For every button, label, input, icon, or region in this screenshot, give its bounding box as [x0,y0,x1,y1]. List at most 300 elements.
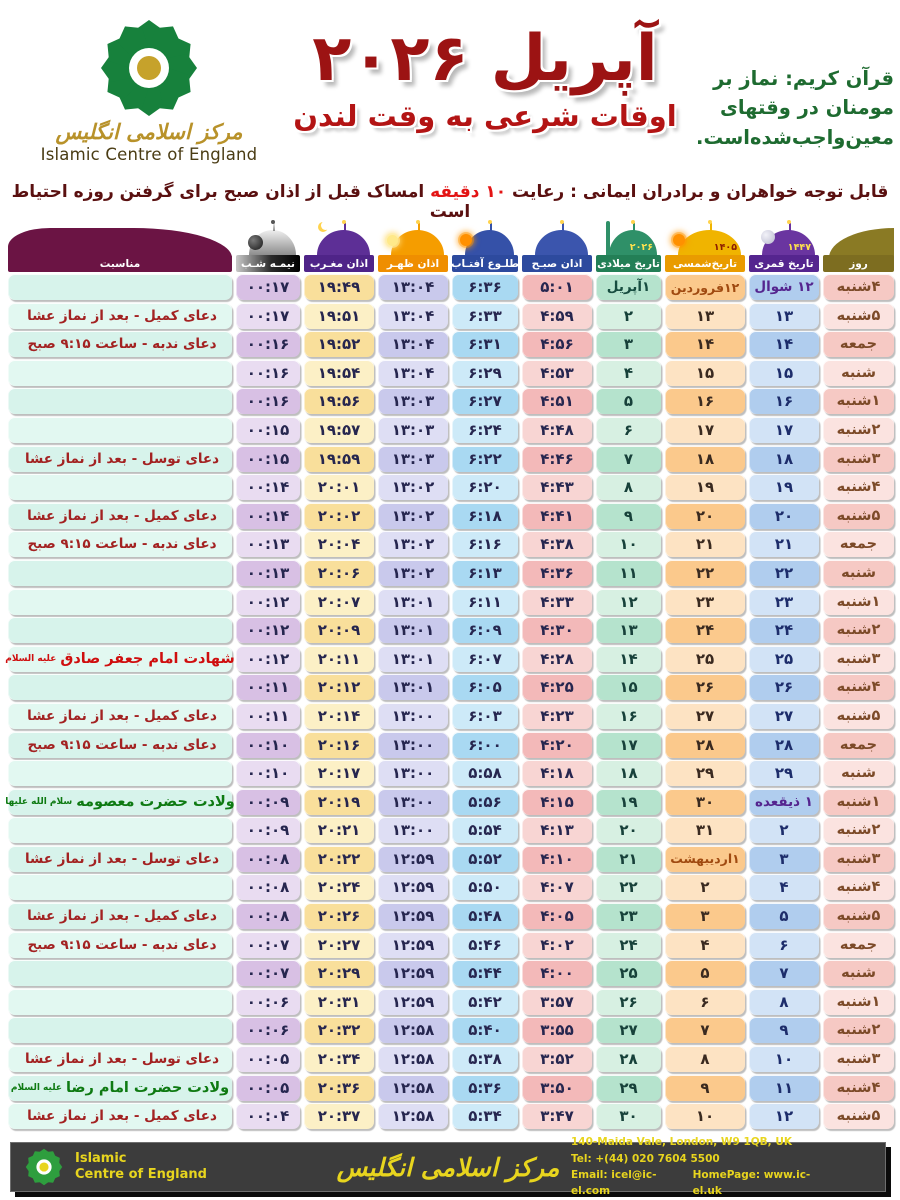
weekday-cell: شنبه [823,960,894,986]
occasion-text: شهادت امام جعفر صادق [60,650,235,667]
solar-date-cell: ۷ [665,1017,745,1043]
dhuhr-azan-cell: ۱۳:۰۳ [378,417,448,443]
header-solar-label: تاریخ‌شمسی [672,257,738,270]
solar-date-cell: ۲۵ [665,646,745,672]
moon-icon [761,230,775,244]
fajr-azan-cell: ۴:۰۲ [522,932,592,958]
lunar-date-cell: ۲۸ [749,732,819,758]
midnight-time-cell: ۰۰:۱۳ [236,531,300,557]
fajr-azan-cell: ۴:۳۶ [522,560,592,586]
solar-date-cell: ۲۲ [665,560,745,586]
fasting-notice [0,182,900,222]
occasion-cell [8,417,232,443]
dhuhr-azan-cell: ۱۳:۰۴ [378,303,448,329]
solar-date-cell: ۱۶ [665,388,745,414]
maghrib-azan-cell: ۲۰:۰۶ [304,560,374,586]
solar-date-cell: ۵ [665,960,745,986]
fajr-azan-cell: ۳:۵۷ [522,989,592,1015]
maghrib-azan-cell: ۱۹:۵۹ [304,446,374,472]
maghrib-azan-cell: ۲۰:۰۹ [304,617,374,643]
midnight-time-cell: ۰۰:۰۷ [236,932,300,958]
gregorian-date-cell: ۵ [596,388,661,414]
occasion-text: دعای ندبه - ساعت ۹:۱۵ صبح [27,936,217,953]
dhuhr-azan-cell: ۱۲:۵۸ [378,1017,448,1043]
dhuhr-azan-cell: ۱۳:۰۱ [378,646,448,672]
sunrise-time-cell: ۶:۱۱ [452,589,518,615]
fajr-azan-cell: ۳:۵۵ [522,1017,592,1043]
lunar-date-cell: ۱۸ [749,446,819,472]
occasion-cell [8,674,232,700]
fajr-azan-cell: ۴:۴۳ [522,474,592,500]
occasion-cell [8,274,232,300]
footer-bar [10,1136,886,1198]
midnight-time-cell: ۰۰:۰۷ [236,960,300,986]
dhuhr-azan-cell: ۱۲:۵۹ [378,846,448,872]
fajr-azan-cell: ۴:۵۶ [522,331,592,357]
header-weekday [823,226,894,272]
fajr-azan-cell: ۴:۲۸ [522,646,592,672]
maghrib-azan-cell: ۲۰:۱۹ [304,789,374,815]
header-weekday-label: روز [849,257,868,270]
weekday-cell: ۳شنبه [823,1046,894,1072]
sunrise-time-cell: ۵:۵۴ [452,817,518,843]
gregorian-date-cell: ۲۸ [596,1046,661,1072]
weekday-cell: ۳شنبه [823,846,894,872]
maghrib-azan-cell: ۱۹:۴۹ [304,274,374,300]
header-gregorian-date [596,226,661,272]
sunrise-time-cell: ۶:۱۳ [452,560,518,586]
table-row [8,932,894,958]
fajr-azan-cell: ۴:۴۱ [522,503,592,529]
sunrise-time-cell: ۶:۰۵ [452,674,518,700]
table-row [8,531,894,557]
weekday-cell: ۳شنبه [823,446,894,472]
maghrib-azan-cell: ۲۰:۱۱ [304,646,374,672]
table-row [8,960,894,986]
solar-date-cell: ۸ [665,1046,745,1072]
gregorian-date-cell: ۱۷ [596,732,661,758]
lunar-date-cell: ۳ [749,846,819,872]
table-row [8,274,894,300]
gregorian-date-cell: ۸ [596,474,661,500]
fajr-azan-cell: ۴:۳۳ [522,589,592,615]
weekday-cell: شنبه [823,560,894,586]
occasion-text: دعای توسل - بعد از نماز عشا [24,450,220,467]
noon-sun-icon [387,235,398,246]
solar-date-cell: ۱۰ [665,1103,745,1129]
midnight-time-cell: ۰۰:۰۵ [236,1075,300,1101]
solar-date-cell: ۱۵ [665,360,745,386]
org-logo-block [38,18,260,164]
occasion-honorific: علیه السلام [5,653,57,664]
dhuhr-azan-cell: ۱۳:۰۳ [378,446,448,472]
header-occasion [8,226,232,272]
notice-highlight: ۱۰ دقیقه [430,182,507,202]
gregorian-date-cell: ۱۰ [596,531,661,557]
occasion-text: دعای کمیل - بعد از نماز عشا [27,307,217,324]
occasion-text: دعای کمیل - بعد از نماز عشا [27,707,217,724]
lunar-date-cell: ۱۵ [749,360,819,386]
gregorian-date-cell: ۱آپریل [596,274,661,300]
dhuhr-azan-cell: ۱۳:۰۱ [378,617,448,643]
solar-date-cell: ۱۳ [665,303,745,329]
occasion-text: ولادت حضرت امام رضا [66,1079,230,1096]
table-row [8,617,894,643]
table-row [8,903,894,929]
table-row [8,760,894,786]
midnight-time-cell: ۰۰:۱۱ [236,703,300,729]
lunar-date-cell: ۱۰ [749,1046,819,1072]
header-dhuhr [378,226,448,272]
occasion-cell [8,303,232,329]
solar-year: ۱۴۰۵ [713,242,737,253]
gregorian-date-cell: ۲۲ [596,874,661,900]
lunar-date-cell: ۹ [749,1017,819,1043]
midnight-time-cell: ۰۰:۱۶ [236,388,300,414]
midnight-time-cell: ۰۰:۱۴ [236,474,300,500]
weekday-cell: ۵شنبه [823,303,894,329]
quran-note [654,64,894,152]
dome-icon [535,230,588,255]
lunar-date-cell: ۲۹ [749,760,819,786]
occasion-cell [8,960,232,986]
footer-tel: Tel: +(44) 020 7604 5500 [571,1152,720,1165]
midnight-time-cell: ۰۰:۰۸ [236,903,300,929]
weekday-cell: ۴شنبه [823,474,894,500]
solar-date-cell: ۱۲فروردین [665,274,745,300]
solar-date-cell: ۲۴ [665,617,745,643]
dhuhr-azan-cell: ۱۲:۵۹ [378,903,448,929]
gregorian-date-cell: ۲۴ [596,932,661,958]
maghrib-azan-cell: ۲۰:۲۶ [304,903,374,929]
fajr-azan-cell: ۴:۴۸ [522,417,592,443]
occasion-cell [8,732,232,758]
occasion-cell [5,646,235,672]
org-name-calligraphy: مرکز اسلامی انگلیس [55,120,243,144]
page-title: آپریل ۲۰۲۶ [312,22,658,96]
notice-prefix: قابل توجه خواهران و برادران ایمانی : رعایت [506,182,889,202]
maghrib-azan-cell: ۲۰:۲۷ [304,932,374,958]
dhuhr-azan-cell: ۱۳:۰۴ [378,360,448,386]
footer-email[interactable]: Email: icel@ic-el.com [571,1169,657,1198]
maghrib-azan-cell: ۱۹:۵۷ [304,417,374,443]
solar-date-cell: ۹ [665,1075,745,1101]
solar-date-cell: ۲ [665,874,745,900]
weekday-cell: شنبه [823,760,894,786]
occasion-cell [8,531,232,557]
solar-date-cell: ۱اردیبهشت [665,846,745,872]
fajr-azan-cell: ۴:۳۰ [522,617,592,643]
weekday-cell: ۲شنبه [823,617,894,643]
notice-suffix: امساک قبل از اذان صبح برای گرفتن روزه احتیاط است [11,182,471,222]
weekday-cell: ۵شنبه [823,903,894,929]
midnight-time-cell: ۰۰:۰۸ [236,846,300,872]
solar-date-cell: ۱۸ [665,446,745,472]
sunrise-time-cell: ۶:۳۳ [452,303,518,329]
maghrib-azan-cell: ۱۹:۵۴ [304,360,374,386]
midnight-time-cell: ۰۰:۱۷ [236,274,300,300]
table-row [8,846,894,872]
table-row [8,1075,894,1101]
lunar-date-cell: ۱۳ [749,303,819,329]
lunar-date-cell: ۱ ذیقعده [749,789,819,815]
occasion-text: دعای کمیل - بعد از نماز عشا [27,507,217,524]
header-gregorian-label: تاریخ میلادی [597,257,660,270]
fajr-azan-cell: ۳:۴۷ [522,1103,592,1129]
gregorian-date-cell: ۱۵ [596,674,661,700]
dhuhr-azan-cell: ۱۳:۰۲ [378,503,448,529]
sunrise-time-cell: ۵:۳۸ [452,1046,518,1072]
occasion-cell [8,817,232,843]
weekday-cell: ۱شنبه [823,789,894,815]
midnight-time-cell: ۰۰:۱۶ [236,360,300,386]
sunrise-time-cell: ۶:۱۶ [452,531,518,557]
gregorian-date-cell: ۴ [596,360,661,386]
weekday-cell: ۴شنبه [823,674,894,700]
sunrise-time-cell: ۶:۲۴ [452,417,518,443]
maghrib-azan-cell: ۲۰:۳۴ [304,1046,374,1072]
occasion-text: دعای توسل - بعد از نماز عشا [24,1051,220,1068]
occasion-text: دعای ندبه - ساعت ۹:۱۵ صبح [27,736,217,753]
maghrib-azan-cell: ۲۰:۰۴ [304,531,374,557]
dhuhr-azan-cell: ۱۳:۰۲ [378,560,448,586]
occasion-cell [8,932,232,958]
solar-date-cell: ۳۱ [665,817,745,843]
weekday-cell: جمعه [823,331,894,357]
sunrise-time-cell: ۶:۰۷ [452,646,518,672]
midnight-time-cell: ۰۰:۱۲ [236,617,300,643]
table-row [5,646,894,672]
solar-date-cell: ۲۰ [665,503,745,529]
sunrise-time-cell: ۶:۲۷ [452,388,518,414]
midnight-time-cell: ۰۰:۰۸ [236,874,300,900]
header-sunrise [452,226,518,272]
footer-address: 140-Maida Vale, London, W9 1QB, UK [571,1136,792,1149]
occasion-cell [8,446,232,472]
maghrib-azan-cell: ۱۹:۵۱ [304,303,374,329]
dhuhr-azan-cell: ۱۲:۵۸ [378,1075,448,1101]
quran-note-line3: معین‌واجب‌شده‌است. [696,125,894,149]
maghrib-azan-cell: ۲۰:۱۴ [304,703,374,729]
table-row [8,817,894,843]
gregorian-date-cell: ۲۰ [596,817,661,843]
maghrib-azan-cell: ۲۰:۳۷ [304,1103,374,1129]
sunrise-time-cell: ۵:۳۶ [452,1075,518,1101]
dhuhr-azan-cell: ۱۳:۰۰ [378,703,448,729]
header-sunrise-label: طلـوع آفتـاب [450,257,520,270]
footer-org-line1: Islamic [75,1150,127,1166]
header-midnight [236,226,300,272]
footer-org-name [75,1151,207,1184]
footer-contact-block [571,1134,871,1199]
sunrise-time-cell: ۶:۱۸ [452,503,518,529]
gregorian-date-cell: ۲ [596,303,661,329]
occasion-cell [8,1046,232,1072]
gregorian-date-cell: ۲۱ [596,846,661,872]
gregorian-date-cell: ۱۶ [596,703,661,729]
solar-date-cell: ۲۷ [665,703,745,729]
table-row [8,732,894,758]
lunar-date-cell: ۲۱ [749,531,819,557]
sunrise-time-cell: ۵:۴۶ [452,932,518,958]
dhuhr-azan-cell: ۱۳:۰۰ [378,732,448,758]
midnight-time-cell: ۰۰:۱۵ [236,446,300,472]
rosette-logo-icon [99,18,199,118]
footer-homepage[interactable]: HomePage: www.ic-el.uk [692,1169,811,1198]
gregorian-date-cell: ۱۸ [596,760,661,786]
occasion-cell [8,617,232,643]
weekday-cell: شنبه [823,360,894,386]
dhuhr-azan-cell: ۱۳:۰۴ [378,274,448,300]
occasion-text: دعای ندبه - ساعت ۹:۱۵ صبح [27,536,217,553]
weekday-cell: ۲شنبه [823,817,894,843]
lunar-date-cell: ۸ [749,989,819,1015]
table-row [8,474,894,500]
weekday-cell: ۱شنبه [823,388,894,414]
maghrib-azan-cell: ۲۰:۲۲ [304,846,374,872]
gregorian-date-cell: ۲۵ [596,960,661,986]
sunrise-time-cell: ۶:۳۱ [452,331,518,357]
header-occasion-label: مناسبت [99,257,141,270]
solar-date-cell: ۴ [665,932,745,958]
lunar-date-cell: ۲۳ [749,589,819,615]
fajr-azan-cell: ۴:۱۰ [522,846,592,872]
occasion-cell [8,903,232,929]
maghrib-azan-cell: ۲۰:۳۶ [304,1075,374,1101]
table-row [8,303,894,329]
weekday-cell: جمعه [823,531,894,557]
prayer-times-table [5,226,894,1132]
table-row [8,989,894,1015]
maghrib-azan-cell: ۲۰:۱۲ [304,674,374,700]
weekday-cell: ۴شنبه [823,1075,894,1101]
header-lunar-label: تاریخ قمری [754,257,814,270]
table-row [8,503,894,529]
gregorian-date-cell: ۳۰ [596,1103,661,1129]
fajr-azan-cell: ۵:۰۱ [522,274,592,300]
lunar-date-cell: ۷ [749,960,819,986]
solar-date-cell: ۳ [665,903,745,929]
midnight-time-cell: ۰۰:۱۵ [236,417,300,443]
table-row [8,1017,894,1043]
weekday-cell: ۱شنبه [823,989,894,1015]
maghrib-azan-cell: ۲۰:۰۲ [304,503,374,529]
fajr-azan-cell: ۳:۵۰ [522,1075,592,1101]
dhuhr-azan-cell: ۱۲:۵۸ [378,1103,448,1129]
lunar-date-cell: ۲ [749,817,819,843]
quran-note-line1: قرآن کریم: نماز بر [713,67,894,90]
occasion-cell [8,503,232,529]
weekday-cell: ۲شنبه [823,1017,894,1043]
sunrise-time-cell: ۶:۰۰ [452,732,518,758]
maghrib-azan-cell: ۲۰:۳۲ [304,1017,374,1043]
sunrise-time-cell: ۵:۴۸ [452,903,518,929]
lunar-date-cell: ۱۶ [749,388,819,414]
fajr-azan-cell: ۴:۵۱ [522,388,592,414]
quran-note-line2: مومنان در وقتهای [719,96,894,120]
table-row [8,446,894,472]
fajr-azan-cell: ۴:۳۸ [522,531,592,557]
gregorian-date-cell: ۱۴ [596,646,661,672]
occasion-cell [8,846,232,872]
weekday-cell: ۵شنبه [823,703,894,729]
crescent-moon-icon [318,222,328,232]
midnight-time-cell: ۰۰:۱۶ [236,331,300,357]
solar-date-cell: ۱۷ [665,417,745,443]
sunrise-time-cell: ۵:۵۲ [452,846,518,872]
rising-sun-icon [460,234,472,246]
occasion-cell [8,560,232,586]
maghrib-azan-cell: ۲۰:۳۱ [304,989,374,1015]
sunrise-time-cell: ۵:۵۰ [452,874,518,900]
occasion-cell [5,789,235,815]
occasion-text: دعای توسل - بعد از نماز عشا [24,850,220,867]
fajr-azan-cell: ۴:۱۳ [522,817,592,843]
maghrib-azan-cell: ۲۰:۱۷ [304,760,374,786]
sunrise-time-cell: ۵:۴۲ [452,989,518,1015]
maghrib-azan-cell: ۱۹:۵۲ [304,331,374,357]
midnight-time-cell: ۰۰:۱۱ [236,674,300,700]
occasion-cell [8,703,232,729]
midnight-time-cell: ۰۰:۱۰ [236,732,300,758]
solar-date-cell: ۲۸ [665,732,745,758]
org-name-english: Islamic Centre of England [40,145,258,164]
fajr-azan-cell: ۴:۲۵ [522,674,592,700]
gregorian-date-cell: ۶ [596,417,661,443]
gregorian-date-cell: ۱۹ [596,789,661,815]
header-maghrib-label: اذان مغـرب [309,257,369,270]
fajr-azan-cell: ۴:۱۸ [522,760,592,786]
midnight-time-cell: ۰۰:۰۵ [236,1046,300,1072]
table-row [8,589,894,615]
dhuhr-azan-cell: ۱۳:۰۲ [378,531,448,557]
gregorian-date-cell: ۹ [596,503,661,529]
lunar-date-cell: ۴ [749,874,819,900]
gregorian-date-cell: ۱۱ [596,560,661,586]
header-fajr-label: اذان صبـح [531,257,583,270]
lunar-date-cell: ۱۲ [749,1103,819,1129]
table-row [8,1103,894,1129]
minaret-icon [606,221,610,255]
maghrib-azan-cell: ۲۰:۰۱ [304,474,374,500]
occasion-text: دعای ندبه - ساعت ۹:۱۵ صبح [27,336,217,353]
weekday-cell: ۱شنبه [823,589,894,615]
occasion-cell [8,360,232,386]
dhuhr-azan-cell: ۱۲:۵۹ [378,989,448,1015]
lunar-date-cell: ۲۰ [749,503,819,529]
table-row [8,388,894,414]
header-dhuhr-label: اذان ظهـر [386,257,440,270]
fajr-azan-cell: ۴:۰۵ [522,903,592,929]
header-fajr [522,226,592,272]
occasion-cell [8,1103,232,1129]
maghrib-azan-cell: ۲۰:۲۹ [304,960,374,986]
gregorian-date-cell: ۱۳ [596,617,661,643]
occasion-cell [8,874,232,900]
sunrise-time-cell: ۶:۲۲ [452,446,518,472]
solar-date-cell: ۲۹ [665,760,745,786]
maghrib-azan-cell: ۲۰:۲۱ [304,817,374,843]
gregorian-date-cell: ۲۹ [596,1075,661,1101]
footer-calligraphy: مرکز اسلامی انگلیس [336,1152,560,1182]
dome-icon [465,230,514,255]
fajr-azan-cell: ۴:۵۹ [522,303,592,329]
dhuhr-azan-cell: ۱۲:۵۹ [378,960,448,986]
title-block [250,22,720,134]
midnight-time-cell: ۰۰:۰۴ [236,1103,300,1129]
maghrib-azan-cell: ۲۰:۱۶ [304,732,374,758]
lunar-date-cell: ۲۲ [749,560,819,586]
